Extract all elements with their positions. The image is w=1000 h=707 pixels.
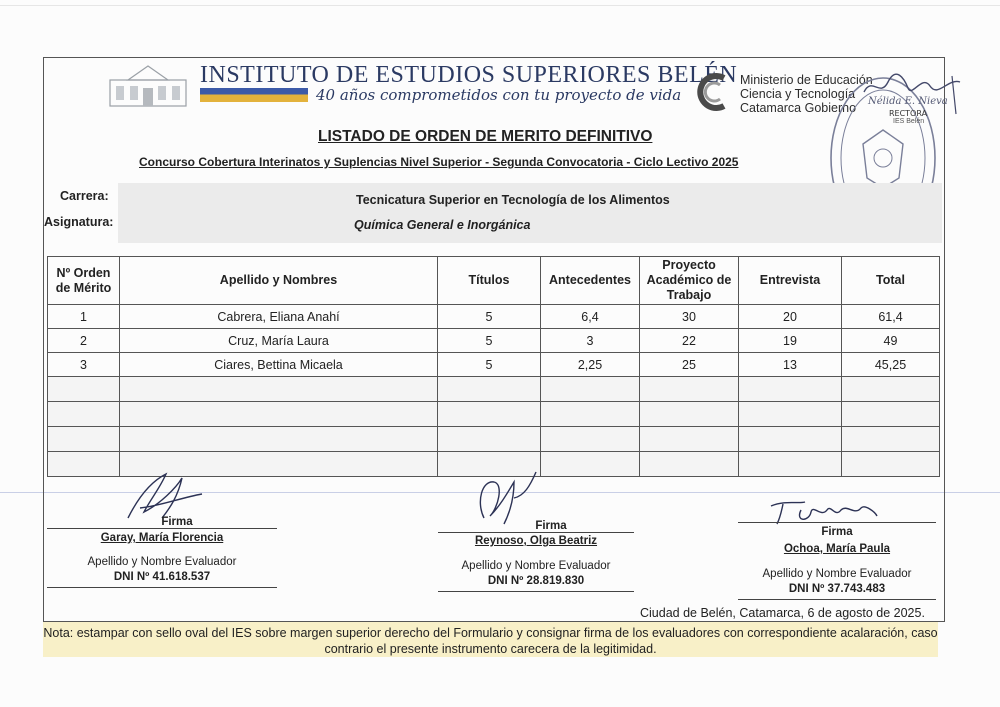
cell-antecedentes: 6,4 (541, 305, 640, 329)
cell-total: 45,25 (842, 353, 940, 377)
cell-orden: 3 (48, 353, 120, 377)
empty-table-row (48, 402, 940, 427)
evaluator-name: Garay, María Florencia (100, 532, 224, 544)
table-row (48, 329, 940, 353)
carrera-label: Carrera: (60, 189, 109, 203)
header-proyecto: Proyecto Académico de Trabajo (640, 257, 739, 305)
cell-entrevista: 20 (739, 305, 842, 329)
evaluator-signature-block (47, 516, 277, 588)
table-header-row (48, 257, 940, 305)
cell-proyecto: 25 (640, 353, 739, 377)
date-place: Ciudad de Belén, Catamarca, 6 de agosto de 2025. (640, 606, 925, 620)
cell-proyecto: 30 (640, 305, 739, 329)
document-title: LISTADO DE ORDEN DE MERITO DEFINITIVO (318, 128, 653, 145)
evaluator-name: Reynoso, Olga Beatriz (474, 535, 598, 547)
evaluator-signature-block (738, 522, 936, 600)
ministry-line: Ciencia y Tecnología (740, 87, 856, 101)
header-titulos: Títulos (438, 257, 541, 305)
evaluator-role: Apellido y Nombre Evaluador (461, 560, 611, 572)
evaluator-dni: DNI Nº 41.618.537 (113, 571, 211, 583)
institute-building-logo (108, 62, 188, 108)
cell-entrevista: 13 (739, 353, 842, 377)
carrera-value: Tecnicatura Superior en Tecnología de los Alimentos (356, 193, 670, 207)
footer-note: Nota: estampar con sello oval del IES sobre margen superior derecho del Formulario y consignar firma de los evaluadores con correspondiente acalaración, caso contrario el presente instrumento carecera de la legitimidad. (43, 626, 938, 656)
seal-sub-text: IES Belén (893, 118, 925, 125)
cell-total: 61,4 (842, 305, 940, 329)
header-total: Total (842, 257, 940, 305)
rector-signature (852, 70, 967, 120)
header-entrevista: Entrevista (739, 257, 842, 305)
cell-entrevista: 19 (739, 329, 842, 353)
cell-nombre: Cruz, María Laura (120, 329, 438, 353)
cell-titulos: 5 (438, 353, 541, 377)
evaluator-role: Apellido y Nombre Evaluador (87, 556, 237, 568)
evaluator-role: Apellido y Nombre Evaluador (762, 568, 912, 580)
asignatura-label: Asignatura: (44, 215, 114, 229)
firma-label: Firma (535, 520, 567, 532)
ministry-line: Ministerio de Educación (740, 73, 873, 87)
ministry-line: Catamarca Gobierno (740, 101, 857, 115)
empty-table-row (48, 377, 940, 402)
table-row (48, 353, 940, 377)
merit-ranking-table (47, 256, 940, 477)
evaluator-name: Ochoa, María Paula (783, 543, 891, 555)
scan-artifact-line (0, 5, 1000, 6)
cell-orden: 1 (48, 305, 120, 329)
cell-nombre: Cabrera, Eliana Anahí (120, 305, 438, 329)
empty-table-row (48, 427, 940, 452)
evaluator-dni: DNI Nº 28.819.830 (487, 575, 585, 587)
ministry-logo-icon (694, 70, 732, 114)
cell-nombre: Ciares, Bettina Micaela (120, 353, 438, 377)
cell-antecedentes: 2,25 (541, 353, 640, 377)
cell-titulos: 5 (438, 305, 541, 329)
header-nombre: Apellido y Nombres (120, 257, 438, 305)
cell-total: 49 (842, 329, 940, 353)
seal-rectora-text: RECTORA (888, 109, 928, 118)
institution-tagline: 40 años comprometidos con tu proyecto de vida (316, 86, 682, 104)
institution-name: INSTITUTO DE ESTUDIOS SUPERIORES BELÉN (200, 62, 738, 88)
cell-orden: 2 (48, 329, 120, 353)
table-row (48, 305, 940, 329)
evaluator-dni: DNI Nº 37.743.483 (788, 583, 886, 595)
career-subject-band (118, 183, 942, 243)
firma-label: Firma (161, 516, 193, 528)
signatory-handwriting: Nélida E. Nieva (868, 96, 948, 107)
header-antecedentes: Antecedentes (541, 257, 640, 305)
institution-color-bar (200, 88, 308, 102)
cell-proyecto: 22 (640, 329, 739, 353)
firma-label: Firma (821, 526, 853, 538)
header-orden: Nº Orden de Mérito (48, 257, 120, 305)
evaluator-signature-block (438, 520, 634, 592)
cell-titulos: 5 (438, 329, 541, 353)
cell-antecedentes: 3 (541, 329, 640, 353)
document-subtitle: Concurso Cobertura Interinatos y Suplencias Nivel Superior - Segunda Convocatoria - Ciclo Lectivo 2025 (139, 155, 739, 169)
asignatura-value: Química General e Inorgánica (354, 218, 531, 232)
